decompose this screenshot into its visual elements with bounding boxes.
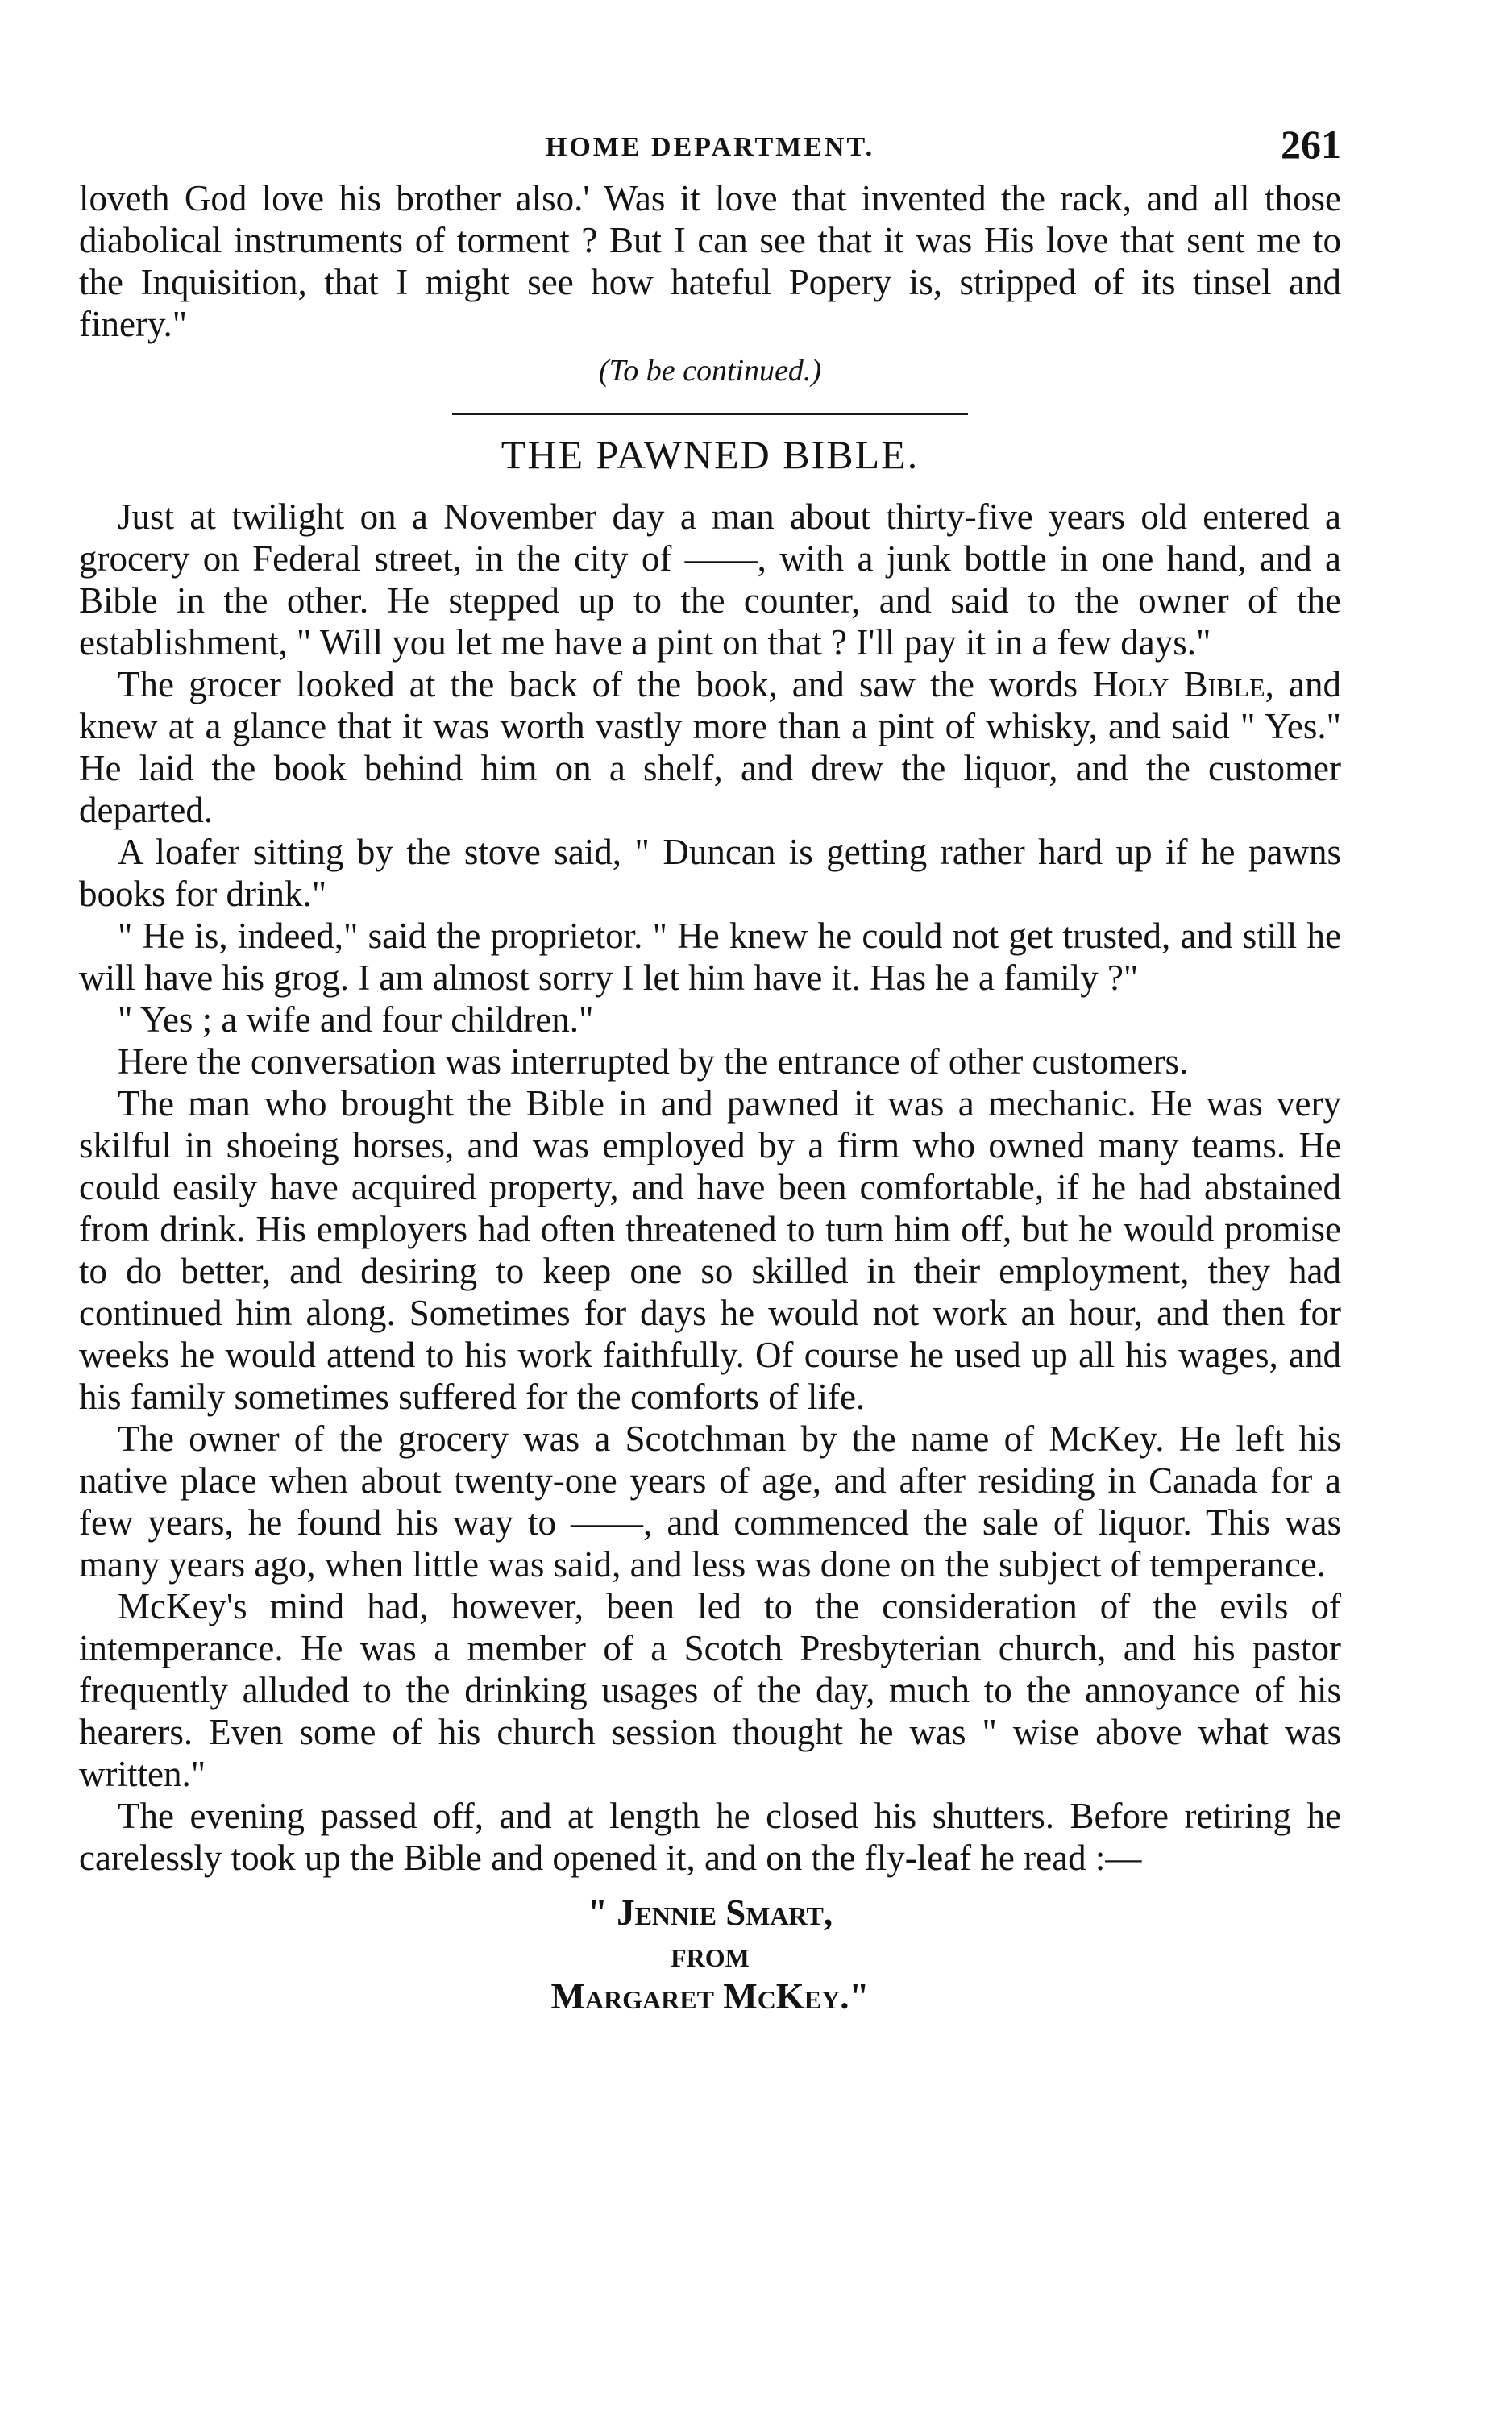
- paragraph: " He is, indeed," said the proprietor. " He knew he could not get trusted, and still he will have his grog. I am almost sorry I let him have it. Has he a family ?": [79, 916, 1341, 998]
- fly-leaf-inscription: [79, 1892, 1341, 2017]
- previous-article-ending: loveth God love his brother also.' Was it love that invented the rack, and all those diabolical instruments of torment ? But I can see that it was His love that sent me to the Inquisition, that I might see how hateful Popery is, stripped of its tinsel and finery.": [79, 178, 1341, 344]
- paragraph-text: The grocer looked at the back of the book, and saw the words: [118, 664, 1093, 704]
- holy-bible-words: Holy Bible: [1092, 664, 1265, 704]
- book-page: [79, 121, 1341, 2017]
- running-title: HOME DEPARTMENT.: [545, 132, 875, 162]
- paragraph-text: , and knew at a glance that it was worth vastly more than a pint of whisky, and said " Yes." He laid the book behind him on a shelf, and drew the liquor, and the customer departed.: [79, 664, 1342, 830]
- article-title: THE PAWNED BIBLE.: [501, 432, 920, 477]
- paragraph: The man who brought the Bible in and pawned it was a mechanic. He was very skilful in shoeing horses, and was employed by a firm who owned many teams. He could easily have acquired property, and have been comfortable, if he had abstained from drink. His employers had often threatened to turn him off, but he would promise to do better, and desiring to keep one so skilled in their employment, they had continued him along. Sometimes for days he would not work an hour, and then for weeks he would attend to his work faithfully. Of course he used up all his wages, and his family sometimes suffered for the comforts of life.: [79, 1083, 1341, 1417]
- paragraph: The owner of the grocery was a Scotchman by the name of McKey. He left his native place when about twenty-one years of age, and after residing in Canada for a few years, he found his way to ——, and commenced the sale of liquor. This was many years ago, when little was said, and less was done on the subject of temperance.: [79, 1419, 1341, 1585]
- running-head: [79, 121, 1341, 177]
- inscription-line: Margaret McKey.": [550, 1976, 870, 2017]
- inscription-line: from: [671, 1934, 750, 1975]
- paragraph: The evening passed off, and at length he closed his shutters. Before retiring he carelessly took up the Bible and opened it, and on the fly-leaf he read :—: [79, 1796, 1341, 1878]
- inscription-line: " Jennie Smart,: [587, 1892, 833, 1933]
- paragraph: McKey's mind had, however, been led to the consideration of the evils of intemperance. He was a member of a Scotch Presbyterian church, and his pastor frequently alluded to the drinking usages of the day, much to the annoyance of his hearers. Even some of his church session thought he was " wise above what was written.": [79, 1586, 1341, 1794]
- page-body: [79, 177, 1341, 2017]
- page-number: 261: [1281, 122, 1341, 167]
- paragraph: Just at twilight on a November day a man about thirty-five years old entered a grocery on Federal street, in the city of ——, with a junk bottle in one hand, and a Bible in the other. He stepped up to the counter, and said to the owner of the establishment, " Will you let me have a pint on that ? I'll pay it in a few days.": [79, 496, 1341, 663]
- section-divider: [452, 413, 968, 415]
- continued-note: (To be continued.): [598, 354, 822, 388]
- paragraph: Here the conversation was interrupted by the entrance of other customers.: [118, 1041, 1189, 1082]
- paragraph: [79, 663, 1341, 831]
- paragraph: " Yes ; a wife and four children.": [118, 999, 594, 1040]
- paragraph: A loafer sitting by the stove said, " Duncan is getting rather hard up if he pawns books for drink.": [79, 832, 1341, 914]
